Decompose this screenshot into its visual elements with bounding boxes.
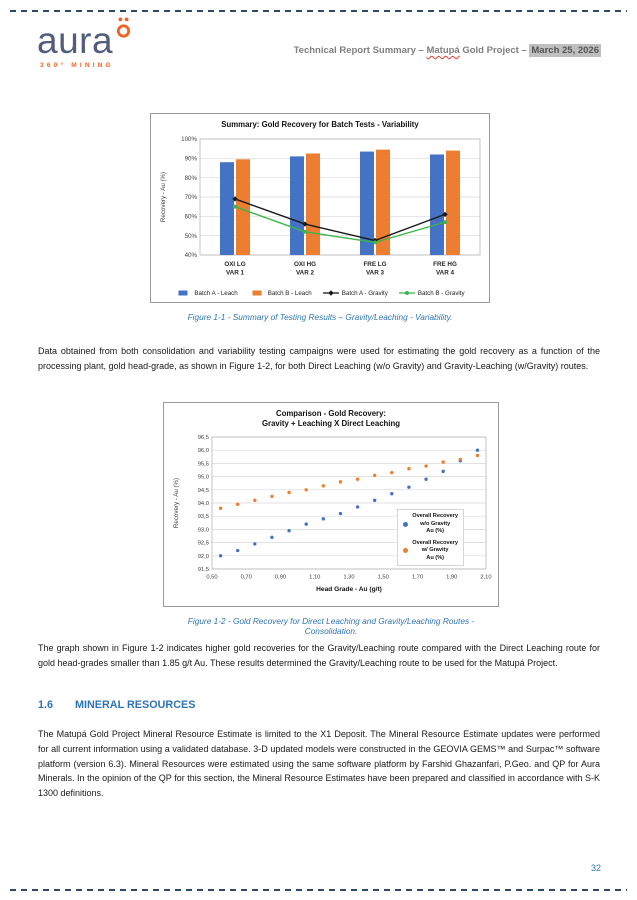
svg-text:96,0: 96,0 [197,448,209,455]
chart-1-2-plot-wrap [168,431,494,604]
paragraph-figure-1-2-discussion: The graph shown in Figure 1-2 indicates higher gold recoveries for the Gravity/Leaching route compared with the Direct Leaching route for gold head-grades smaller than 1.85 g/t Au. These results determined the Gravity/Leaching route to be used for the Matupá Project. [38,643,600,668]
chart-1-2-title [166,409,496,429]
svg-text:VAR 4: VAR 4 [435,269,455,277]
chart-1-2-title-line2: Gravity + Leaching X Direct Leaching [261,419,400,429]
svg-text:91,5: 91,5 [197,567,209,574]
figure-1-1-caption: Figure 1-1 - Summary of Testing Results – Gravity/Leaching - Variability. [187,312,453,322]
svg-text:Recovery - Au (%): Recovery - Au (%) [160,171,167,223]
legend-line-swatch-icon [323,289,339,297]
logo-wordmark: aura [37,20,114,61]
page-border-bottom [10,889,627,891]
legend-dot-icon [403,548,408,553]
svg-text:94,5: 94,5 [197,488,209,495]
svg-text:0,70: 0,70 [240,574,252,581]
section-heading-1-6 [38,699,195,711]
chart1-legend-item [249,289,312,297]
svg-text:93,5: 93,5 [197,514,209,521]
svg-text:92,0: 92,0 [197,554,209,561]
chart1-legend-item [399,289,465,297]
svg-text:93,0: 93,0 [197,527,209,534]
aura-logo [37,22,132,69]
svg-text:80%: 80% [184,174,197,182]
svg-text:96,5: 96,5 [197,435,209,442]
legend-bar-swatch-icon [249,289,265,297]
svg-text:0,50: 0,50 [206,574,218,581]
svg-text:FRE HG: FRE HG [433,261,457,268]
svg-text:1,50: 1,50 [377,574,389,581]
legend-label: Batch B - Leach [267,289,312,297]
svg-text:OXI HG: OXI HG [293,261,317,268]
svg-text:VAR 1: VAR 1 [225,269,245,277]
chart1-legend-item [175,289,237,297]
svg-text:92,5: 92,5 [197,540,209,547]
header-title-text-2: Gold Project – [459,45,530,56]
svg-text:VAR 2: VAR 2 [295,269,315,277]
legend-label: Overall Recovery w/ Gravity Au (%) [412,540,458,561]
svg-text:FRE LG: FRE LG [363,261,387,268]
figure-1-2 [163,402,499,636]
svg-text:70%: 70% [184,194,197,202]
header-title [294,45,601,56]
svg-text:95,5: 95,5 [197,461,209,468]
svg-text:60%: 60% [184,213,197,221]
svg-text:0,90: 0,90 [274,574,287,581]
svg-text:40%: 40% [184,252,197,260]
chart-1-2-box [163,402,499,607]
chart-1-1-title: Summary: Gold Recovery for Batch Tests - Variability [221,120,419,129]
logo-tagline: 360° MINING [40,62,114,69]
svg-text:1,30: 1,30 [343,574,355,581]
svg-text:VAR 3: VAR 3 [365,269,385,277]
chart-1-2-title-line1: Comparison - Gold Recovery: [275,409,387,418]
page-number: 32 [590,863,601,873]
paragraph-recovery-estimation: Data obtained from both consolidation and variability testing campaigns were used for estimating the gold recovery as a function of the processing plant, gold head-grade, as shown in Figure 1-2, for both Direct Leaching (w/o Gravity) and Gravity-Leaching (w/Gravity) routes. [38,346,600,371]
svg-text:90%: 90% [184,155,197,163]
svg-text:OXI LG: OXI LG [224,261,246,268]
svg-text:1,10: 1,10 [309,574,321,581]
figure-1-1 [150,113,490,322]
svg-text:100%: 100% [181,136,197,144]
chart2-legend-item [403,513,458,535]
svg-text:Head Grade - Au (g/t): Head Grade - Au (g/t) [316,586,382,594]
header-report-date: March 25, 2026 [531,45,599,56]
legend-line-swatch-icon [399,289,415,297]
svg-text:95,0: 95,0 [197,474,209,481]
logo-row [37,22,132,59]
aura-ring-icon [115,17,132,40]
chart-1-1-plot [154,131,486,281]
chart1-legend-item [323,289,388,297]
svg-text:94,0: 94,0 [197,501,209,508]
paragraph-mineral-resources: The Matupá Gold Project Mineral Resource Estimate is limited to the X1 Deposit. The Mineral Resource Estimate updates were performed for all current information using a validated database. 3-D updated models were constructed in the GEOVIA GEMS™ and Surpac™ software platform (version 6.3). Mineral Resources were estimated using the same software platform by Farshid Ghazanfari, P.Geo. and QP for Aura Minerals. In the opinion of the QP for this section, the Mineral Resource Estimates have been prepared and classified in accordance with S-K 1300 definitions. [38,729,600,799]
page-border-top [10,10,627,12]
header-title-text: Technical Report Summary – [293,45,427,56]
svg-text:2,10: 2,10 [480,574,492,581]
chart-1-1-box [150,113,490,303]
legend-label: Batch A - Leach [194,289,238,297]
svg-text:50%: 50% [184,232,197,240]
svg-text:1,90: 1,90 [446,574,458,581]
legend-label: Batch A - Gravity [341,289,388,297]
chart-1-1-legend [153,286,487,300]
header-project-name: Matupá [426,45,460,56]
svg-text:1,70: 1,70 [411,574,424,581]
legend-dot-icon [403,522,408,527]
section-number: 1.6 [38,699,54,711]
figure-1-2-caption: Figure 1-2 - Gold Recovery for Direct Leaching and Gravity/Leaching Routes - Consolidation. [187,616,475,637]
legend-bar-swatch-icon [175,289,191,297]
chart2-legend-item [403,540,458,562]
svg-text:Recovery - Au (%): Recovery - Au (%) [173,478,180,529]
legend-label: Overall Recovery w/o Gravity Au (%) [412,513,458,534]
section-title: MINERAL RESOURCES [75,699,196,711]
legend-label: Batch B - Gravity [417,289,465,297]
chart-1-2-legend [397,509,464,566]
